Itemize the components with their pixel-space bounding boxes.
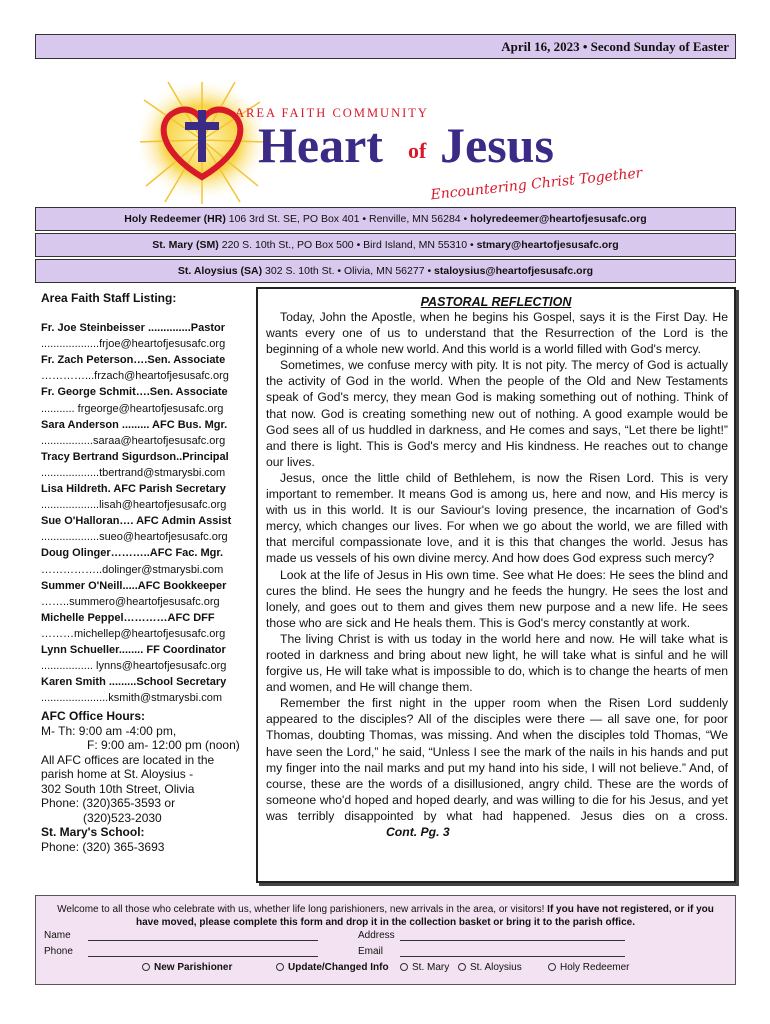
logo-tagline: Encountering Christ Together	[429, 165, 644, 204]
logo-name-heart: Heart	[258, 117, 383, 173]
option-holy-redeemer[interactable]	[548, 962, 629, 973]
staff-listing	[41, 290, 251, 854]
phone-field[interactable]	[88, 946, 318, 957]
office-hours-heading: AFC Office Hours:	[41, 709, 146, 724]
pastoral-reflection-box	[256, 287, 736, 883]
parish-email[interactable]: stmary@heartofjesusafc.org	[476, 239, 619, 251]
welcome-text	[46, 903, 725, 929]
staff-email[interactable]: ........... frgeorge@heartofjesusafc.org	[41, 402, 224, 415]
parish-email[interactable]: staloysius@heartofjesusafc.org	[434, 265, 594, 277]
reflection-paragraph: Remember the first night in the upper room when the Risen Lord suddenly appeared to the disciples? All of the disciples were there — all save one, for poor Thomas, doubting Thomas, was missing. And when the disciples told Thomas, “We have seen the Lord,” he said, “Unless I see the mark of the nails in his hands and put my finger into the nail marks and put my hand into his side, I will not believe.” And, of course, these are the words of a disillusioned, angry child. These are the words of someone who'd hoped and hoped dearly, and was willing to die for his Jesus, and yet was terribly disappointed by what had happened. Jesus dies on a cross.	[266, 696, 728, 823]
parish-bar-st-aloysius	[35, 259, 736, 283]
staff-email[interactable]: …………...frzach@heartofjesusafc.org	[41, 370, 229, 383]
staff-name: Sara Anderson ......... AFC Bus. Mgr.	[41, 418, 228, 431]
reflection-paragraph: The living Christ is with us today in the world here and now. He will take what is rooted in darkness and bring about new light, he will take what is sinful and he will forgive us, He will take what is impossible to do, which is to change the hearts of men and women, and He will change them.	[266, 631, 728, 695]
option-update-info[interactable]	[276, 962, 389, 973]
phone-label: Phone	[44, 946, 73, 957]
reflection-body	[258, 309, 734, 840]
address-field[interactable]	[400, 930, 625, 941]
logo-graphic	[140, 82, 660, 212]
registration-form	[35, 895, 736, 985]
staff-name: Michelle Peppel…………AFC DFF	[41, 611, 215, 624]
name-field[interactable]	[88, 930, 318, 941]
welcome-bold: If you have not registered, or if you have moved, please complete this form and drop it in the collection basket or bring it to the parish office.	[136, 904, 714, 928]
option-new-parishioner[interactable]	[142, 962, 232, 973]
option-label: Update/Changed Info	[288, 962, 389, 973]
radio-circle-icon[interactable]	[458, 963, 466, 971]
radio-circle-icon[interactable]	[142, 963, 150, 971]
email-field[interactable]	[400, 946, 625, 957]
school-heading: St. Mary's School:	[41, 825, 145, 840]
staff-name: Fr. Joe Steinbeisser ..............Pastor	[41, 322, 226, 335]
reflection-paragraph: Sometimes, we confuse mercy with pity. It is not pity. The mercy of God is actually the activity of God in the world. When the people of the Old and New Testaments speak of God's mercy, they mean God is making something out of nothing. Think of that now. God is creating something new out of nothing. A good example would be God sees all of us huddled in darkness, and He comes and says, “Let there be light!” and there is light. This is God's mercy and His kindness. He reaches out to change our lives.	[266, 358, 728, 469]
logo-name-of: of	[408, 138, 427, 163]
reflection-paragraph: Today, John the Apostle, when he begins his Gospel, says it is the First Day. He wants every one of us to understand that the Resurrection of the Lord is the beginning of a whole new world. And this world is a world filled with God's mercy.	[266, 310, 728, 357]
office-hours-line: parish home at St. Aloysius -	[41, 767, 194, 782]
staff-name: Tracy Bertrand Sigurdson..Principal	[41, 450, 229, 463]
office-hours-line: F: 9:00 am- 12:00 pm (noon)	[87, 738, 240, 753]
name-row	[44, 930, 318, 941]
radio-circle-icon[interactable]	[400, 963, 408, 971]
office-hours-line: M- Th: 9:00 am -4:00 pm,	[41, 723, 177, 738]
staff-name: Lisa Hildreth. AFC Parish Secretary	[41, 483, 226, 496]
logo-top-text: AREA FAITH COMMUNITY	[235, 106, 429, 120]
parish-address: 106 3rd St. SE, PO Box 401 • Renville, MN 56284 •	[225, 213, 471, 225]
staff-email[interactable]: ......................ksmith@stmarysbi.com	[41, 692, 223, 705]
date-line: April 16, 2023 • Second Sunday of Easter	[501, 39, 729, 54]
staff-email[interactable]: ................. lynns@heartofjesusafc.org	[41, 660, 227, 673]
staff-name: Lynn Schueller........ FF Coordinator	[41, 643, 226, 656]
reflection-paragraph: Jesus, once the little child of Bethlehem, is now the Risen Lord. This is very important to remember. It means God is among us, here and now, and His mercy is with us in this world. It is our Saviour's loving presence, the incarnation of God's mercy, which changes our lives. For when we go about the world, we are filled with that merciful compassionate love, and it is this that changes the world. Jesus has made us vessels of his own divine mercy. And how does God express such mercy?	[266, 470, 728, 566]
staff-name: Summer O'Neill.....AFC Bookkeeper	[41, 579, 227, 592]
office-hours-line: All AFC offices are located in the	[41, 752, 215, 767]
staff-name: Fr. Zach Peterson….Sen. Associate	[41, 354, 226, 367]
office-hours-line: 302 South 10th Street, Olivia	[41, 781, 195, 796]
email-label: Email	[358, 946, 384, 957]
parish-name: Holy Redeemer (HR)	[124, 213, 226, 225]
option-st-mary[interactable]	[400, 962, 449, 973]
staff-name: Fr. George Schmit….Sen. Associate	[41, 386, 228, 399]
staff-name: Doug Olinger………..AFC Fac. Mgr.	[41, 547, 224, 560]
name-label: Name	[44, 930, 71, 941]
address-row	[358, 930, 625, 941]
staff-email[interactable]: ...................tbertrand@stmarysbi.com	[41, 466, 226, 479]
school-phone: Phone: (320) 365-3693	[41, 839, 165, 854]
option-label: St. Mary	[412, 962, 450, 973]
reflection-title: PASTORAL REFLECTION	[420, 295, 572, 309]
parish-name: St. Mary (SM)	[152, 239, 219, 251]
staff-email[interactable]: ...................lisah@heartofjesusafc.org	[41, 499, 227, 512]
address-label: Address	[358, 930, 395, 941]
welcome-normal: Welcome to all those who celebrate with us, whether life long parishioners, new arrivals in the area, or visitors!	[57, 904, 548, 915]
staff-email[interactable]: ……………..dolinger@stmarysbi.com	[41, 563, 224, 576]
option-label: St. Aloysius	[470, 962, 522, 973]
option-label: New Parishioner	[154, 962, 233, 973]
staff-email[interactable]: .................saraa@heartofjesusafc.org	[41, 434, 226, 447]
staff-name: Sue O'Halloran…. AFC Admin Assist	[41, 515, 232, 528]
parish-email[interactable]: holyredeemer@heartofjesusafc.org	[470, 213, 647, 225]
email-row	[358, 946, 625, 957]
option-st-aloysius[interactable]	[458, 962, 522, 973]
reflection-paragraph: Look at the life of Jesus in His own time. See what He does: He sees the blind and cures the blind. He sees the hungry and he feeds the hungry. He sees the lost and lonely, and goes out to them and gives them new purpose and a new life. He sees those who are sick and He heals them. This is God's mercy constantly at work.	[266, 567, 728, 630]
staff-email[interactable]: ...................sueo@heartofjesusafc.org	[41, 531, 228, 544]
date-banner	[35, 34, 736, 59]
radio-circle-icon[interactable]	[548, 963, 556, 971]
parish-address: 302 S. 10th St. • Olivia, MN 56277 •	[262, 265, 435, 277]
staff-email[interactable]: ...................frjoe@heartofjesusafc.org	[41, 338, 226, 351]
parish-name: St. Aloysius (SA)	[177, 265, 263, 277]
parish-address: 220 S. 10th St., PO Box 500 • Bird Island, MN 55310 •	[218, 239, 477, 251]
staff-name: Karen Smith .........School Secretary	[41, 676, 227, 689]
phone-row	[44, 946, 318, 957]
staff-heading: Area Faith Staff Listing:	[41, 291, 177, 305]
parish-bar-st-mary	[35, 233, 736, 257]
staff-email[interactable]: ……..summero@heartofjesusafc.org	[41, 595, 220, 608]
office-hours-line: Phone: (320)365-3593 or	[41, 796, 176, 811]
option-label: Holy Redeemer	[560, 962, 630, 973]
logo-name-jesus: Jesus	[440, 117, 554, 173]
office-hours-line: (320)523-2030	[83, 810, 162, 825]
staff-email[interactable]: ………michellep@heartofjesusafc.org	[41, 627, 226, 640]
heart-of-jesus-logo	[140, 82, 660, 212]
continued-label: Cont. Pg. 3	[386, 825, 450, 839]
parish-bar-holy-redeemer	[35, 207, 736, 231]
reflection-paragraph-last	[266, 695, 728, 840]
radio-circle-icon[interactable]	[276, 963, 284, 971]
